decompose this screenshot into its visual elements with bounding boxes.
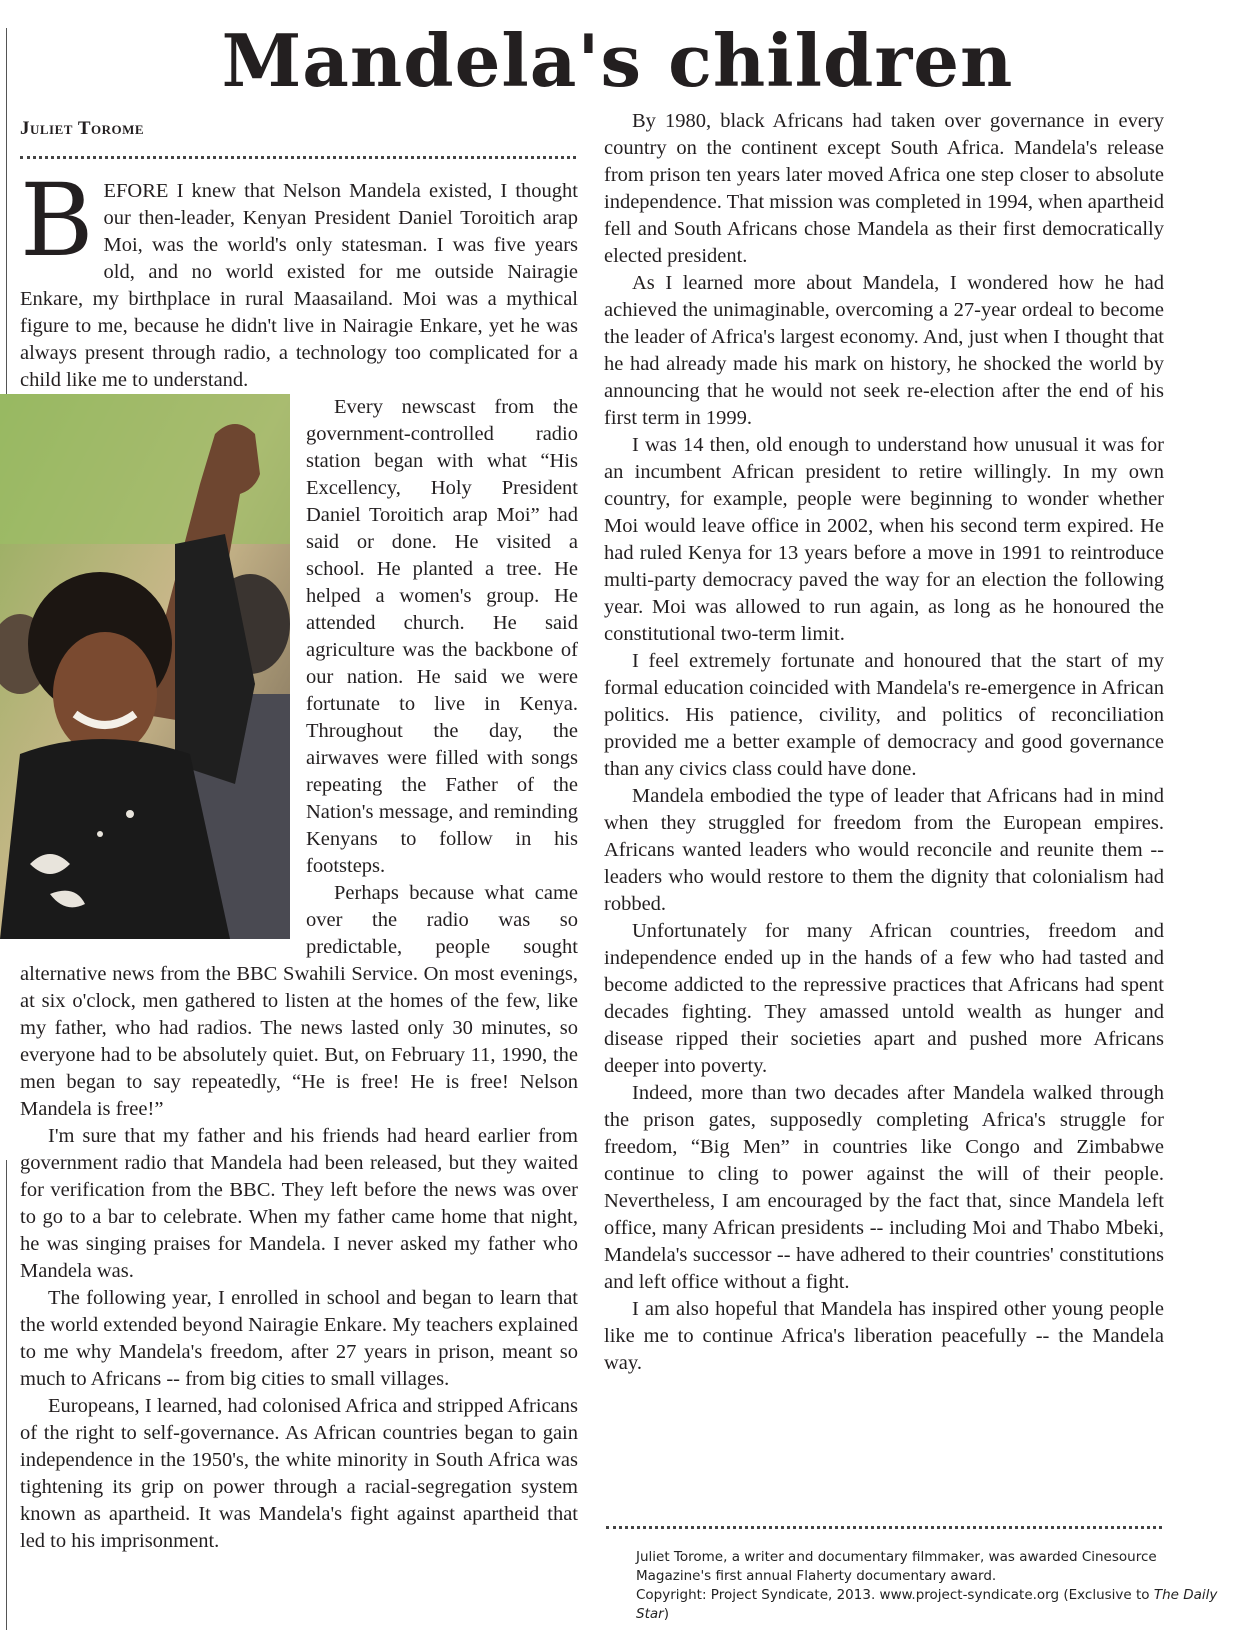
copyright-line (636, 1586, 1226, 1624)
author-byline: Juliet Torome (20, 118, 145, 139)
paragraph-5: The following year, I enrolled in school and began to learn that the world extended beyond Nairagie Enkare. My teachers explained to me why Mandela's freedom, after 27 years in prison, meant so much to Africans -- from big cities to small villages. (20, 1287, 578, 1390)
paragraph-2 (20, 394, 578, 880)
paragraph-2-text: Every newscast from the government-controlled radio station began with what “His Excellency, Holy President Daniel Toroitich arap Moi” had said or done. He visited a school. He planted a tree. He helped a women's group. He attended church. He said agriculture was the backbone of our nation. He said we were fortunate to live in Kenya. Throughout the day, the airwaves were filled with songs repeating the Father of the Nation's message, and reminding Kenyans to follow in his footsteps. (306, 396, 578, 877)
paragraph-7: By 1980, black Africans had taken over governance in every country on the continent except South Africa. Mandela's release from prison ten years later moved Africa one step closer to absolute independence. That mission was completed in 1994, when apartheid fell and South Africans chose Mandela as their first democratically elected president. (604, 110, 1164, 267)
copyright-close: ) (663, 1606, 669, 1622)
paragraph-4: I'm sure that my father and his friends had heard earlier from government radio that Mandela had been released, but they waited for verification from the BBC. They left before the news was over to go to a bar to celebrate. When my father came home that night, he was singing praises for Mandela. I never asked my father who Mandela was. (20, 1125, 578, 1282)
paragraph-14: I am also hopeful that Mandela has inspired other young people like me to continue Africa's liberation peacefully -- the Mandela way. (604, 1298, 1164, 1374)
photo (0, 394, 290, 939)
right-column (604, 108, 1164, 1377)
paragraph-8: As I learned more about Mandela, I wondered how he had achieved the unimaginable, overcoming a 27-year ordeal to become the leader of Africa's largest economy. And, just when I thought that he had already made his mark on history, he shocked the world by announcing that he would not seek re-election after the end of his first term in 1999. (604, 272, 1164, 429)
paragraph-11: Mandela embodied the type of leader that Africans had in mind when they struggled for freedom from the European empires. Africans wanted leaders who would reconcile and reunite them -- leaders who would restore to them the dignity that colonialism had robbed. (604, 785, 1164, 915)
photo-woman-raised-fist (0, 394, 290, 939)
paragraph-1-text: EFORE I knew that Nelson Mandela existed, I thought our then-leader, Kenyan President Daniel Toroitich arap Moi, was the world's only statesman. I was five years old, and no world existed for me outside Nairagie Enkare, my birthplace in rural Maasailand. Moi was a mythical figure to me, because he didn't live in Nairagie Enkare, yet he was always present through radio, a technology too complicated for a child like me to understand. (20, 180, 578, 391)
paragraph-13: Indeed, more than two decades after Mandela walked through the prison gates, supposedly completing Africa's struggle for freedom, “Big Men” in countries like Congo and Zimbabwe continue to cling to power against the will of their people. Nevertheless, I am encouraged by the fact that, since Mandela left office, many African presidents -- including Moi and Thabo Mbeki, Mandela's successor -- have adhered to their countries' constitutions and left office without a fight. (604, 1082, 1164, 1293)
paragraph-3: Perhaps because what came over the radio was so predictable, people sought alternative news from the BBC Swahili Service. On most evenings, at six o'clock, men gathered to listen at the homes of the few, like my father, who had radios. The news lasted only 30 minutes, so everyone had to be absolutely quiet. But, on February 11, 1990, the men began to say repeatedly, “He is free! He is free! Nelson Mandela is free!” (20, 882, 578, 1120)
article-title: Mandela's children (221, 18, 1014, 103)
publication-name: The Daily Star (636, 1587, 1218, 1622)
left-column-rule-lower (6, 1160, 7, 1630)
drop-cap: B (20, 162, 94, 279)
author-bio: Juliet Torome, a writer and documentary filmmaker, was awarded Cinesource Magazine's first annual Flaherty documentary award. (636, 1549, 1157, 1584)
byline-divider (20, 156, 576, 159)
footer-divider (606, 1526, 1162, 1529)
author-note (636, 1548, 1226, 1624)
paragraph-10: I feel extremely fortunate and honoured that the start of my formal education coincided with Mandela's re-emergence in African politics. His patience, civility, and politics of reconciliation provided me a better example of democracy and good governance than any civics class could have done. (604, 650, 1164, 780)
paragraph-6: Europeans, I learned, had colonised Africa and stripped Africans of the right to self-governance. As African countries began to gain independence in the 1950's, the white minority in South Africa was tightening its grip on power through a racial-segregation system known as apartheid. It was Mandela's fight against apartheid that led to his imprisonment. (20, 1395, 578, 1552)
left-column (20, 162, 578, 1555)
paragraph-1 (20, 162, 578, 394)
copyright-text: Copyright: Project Syndicate, 2013. www.project-syndicate.org (Exclusive to (636, 1587, 1154, 1603)
paragraph-9: I was 14 then, old enough to understand how unusual it was for an incumbent African president to retire willingly. In my own country, for example, people were beginning to wonder whether Moi would leave office in 2002, when his second term expired. He had ruled Kenya for 13 years before a move in 1991 to reintroduce multi-party democracy paved the way for an election the following year. Moi was allowed to run again, as long as he honoured the constitutional two-term limit. (604, 434, 1164, 645)
paragraph-12: Unfortunately for many African countries, freedom and independence ended up in the hands of a few who had tasted and become addicted to the repressive practices that Africans had spent decades fighting. They amassed untold wealth as hunger and disease ripped their societies apart and pushed more Africans deeper into poverty. (604, 920, 1164, 1077)
